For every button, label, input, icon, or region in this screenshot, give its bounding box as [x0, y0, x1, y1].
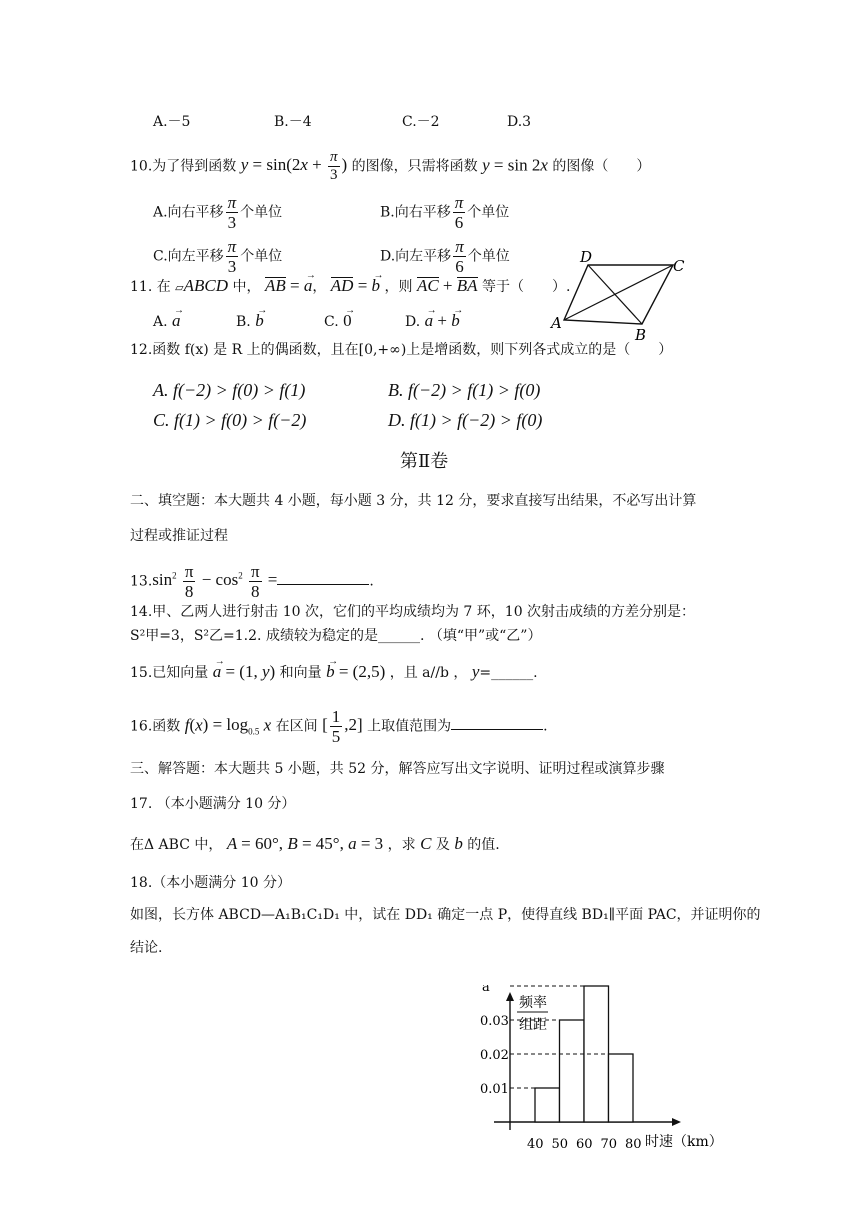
q10-fn1: y = sin(2x + $\frac{\pi}{3}$ ) [240, 149, 348, 183]
x-tick-label: 50 [551, 1137, 569, 1152]
y-tick-label: 0.02 [480, 1048, 509, 1063]
y-label-top: 频率 [519, 995, 547, 1011]
q12-option-d: D. f(1) > f(−2) > f(0) [388, 410, 543, 430]
q16: 16.函数 $f(x) = \log_{0.5} x$ 在区间 [ $\frac{1}{5}$ ,2] 上取值范围为 . [130, 707, 548, 746]
q13-answer-blank[interactable] [277, 570, 369, 585]
q11-option-b: B. b → [236, 311, 264, 332]
x-tick-label: 80 [625, 1137, 642, 1152]
q16-fn: $f(x) = \log_{0.5} x$ [184, 715, 272, 737]
q11-expr: AC + BA [416, 276, 478, 295]
q10-prefix: 10.为了得到函数 [130, 158, 237, 175]
y-tick-label: a [482, 985, 490, 995]
y-label-bottom: 组距 [519, 1017, 547, 1033]
q18-title: 18.（本小题满分 10 分） [130, 875, 291, 891]
q9-option-d: D.3 [507, 114, 532, 130]
q9-option-a: A.－5 [153, 114, 191, 130]
q13: $13.\sin^2$ $\frac{\pi}{8}$ − $\cos^2$ $\frac{\pi}{8}$ = . [130, 562, 374, 601]
q11-eq1: AB = a → [265, 276, 312, 295]
q17-body: 在Δ ABC 中， A = 60°, B = 45°, a = 3 ，求 C 及 b 的值. [130, 834, 500, 853]
q14-line2: S²甲=3，S²乙=1.2. 成绩较为稳定的是______. （填“甲”或“乙”） [130, 628, 542, 644]
y-axis-arrow-icon [506, 992, 514, 1001]
q9-option-b: B.－4 [274, 114, 312, 130]
x-axis-arrow-icon [672, 1118, 681, 1126]
q14-line1: 14.甲、乙两人进行射击 10 次，它们的平均成绩均为 7 环，10 次射击成绩的方差分别是： [130, 604, 696, 620]
q11-option-d: D. a → + b → [405, 311, 460, 332]
vertex-label-d: D [580, 248, 593, 266]
fill-in-header-line2: 过程或推证过程 [130, 528, 228, 544]
q10-option-d: D.向左平移 $\frac{\pi}{6}$ 个单位 [380, 237, 510, 276]
q18-line1: 如图，长方体 ABCD—A₁B₁C₁D₁ 中，试在 DD₁ 确定一点 P，使得直线 BD₁∥平面 PAC，并证明你的 [130, 907, 761, 923]
q10-option-a: A.向右平移 $\frac{\pi}{3}$ 个单位 [153, 193, 283, 232]
q9-option-c: C.－2 [402, 114, 440, 130]
q17-title: 17. （本小题满分 10 分） [130, 796, 296, 812]
q11-stem: 11. 在 ▱ABCD 中， AB = a →， AD = b → ，则 AC + BA 等于（ ）. [130, 276, 570, 298]
vertex-label-c: C [673, 257, 685, 275]
x-axis-label: 时速（km） [645, 1134, 723, 1150]
q15-vector-a: a → = (1, y) [213, 662, 275, 681]
q15-vector-b: b → = (2,5) [326, 662, 385, 681]
speed-histogram [470, 985, 730, 1155]
q10-suffix: 的图像（ ） [552, 158, 651, 175]
q10-fn2: y = sin 2x [482, 155, 548, 175]
histogram-bar [560, 1020, 585, 1122]
q11-option-d-value: a → + b → [425, 311, 460, 330]
vertex-label-a: A [551, 314, 562, 332]
q10-mid: 的图像，只需将函数 [351, 158, 478, 175]
q17-conditions: A = 60°, B = 45°, a = 3 [226, 834, 384, 853]
q12-option-b: B. f(−2) > f(1) > f(0) [388, 380, 541, 400]
q11-option-a: A. a → [153, 311, 181, 332]
q18-line2: 结论. [130, 940, 163, 956]
q16-answer-blank[interactable] [451, 715, 543, 730]
q15: 15.已知向量 a → = (1, y) 和向量 b → = (2,5) ，且 a//b ， y=______. [130, 662, 538, 683]
q12-option-a: A. f(−2) > f(0) > f(1) [153, 380, 306, 400]
x-tick-label: 70 [600, 1137, 618, 1152]
q10-stem [130, 150, 650, 183]
q12-option-c: C. f(1) > f(0) > f(−2) [153, 410, 307, 430]
y-tick-label: 0.01 [480, 1082, 509, 1097]
q16-interval: [ $\frac{1}{5}$ ,2] [322, 707, 363, 746]
histogram-bar [609, 1054, 634, 1122]
x-tick-label: 60 [576, 1137, 593, 1152]
solve-header: 三、解答题：本大题共 5 小题，共 52 分，解答应写出文字说明、证明过程或演算步骤 [130, 761, 665, 777]
y-tick-label: 0.03 [480, 1014, 509, 1029]
section-2-title: 第Ⅱ卷 [400, 451, 449, 472]
q12-stem: 12.函数 f(x) 是 R 上的偶函数，且在[0,+∞)上是增函数，则下列各式成立的是（ ） [130, 342, 673, 358]
fill-in-header-line1: 二、填空题：本大题共 4 小题，每小题 3 分，共 12 分，要求直接写出结果，不必写出计算 [130, 493, 697, 509]
q10-option-b: B.向右平移 $\frac{\pi}{6}$ 个单位 [380, 193, 510, 232]
q11-parallelogram: ▱ABCD [175, 276, 229, 295]
vertex-label-b: B [635, 326, 647, 341]
q11-eq2: AD = b → [331, 276, 380, 295]
histogram-bar [535, 1088, 560, 1122]
q11-option-c: C. 0 → [324, 311, 352, 332]
q10-option-c: C.向左平移 $\frac{\pi}{3}$ 个单位 [153, 237, 283, 276]
x-tick-label: 40 [527, 1137, 544, 1152]
q15-y: y [471, 662, 480, 681]
q13-expr: $\sin^2$ $\frac{\pi}{8}$ − $\cos^2$ $\frac{\pi}{8}$ = [152, 562, 278, 601]
